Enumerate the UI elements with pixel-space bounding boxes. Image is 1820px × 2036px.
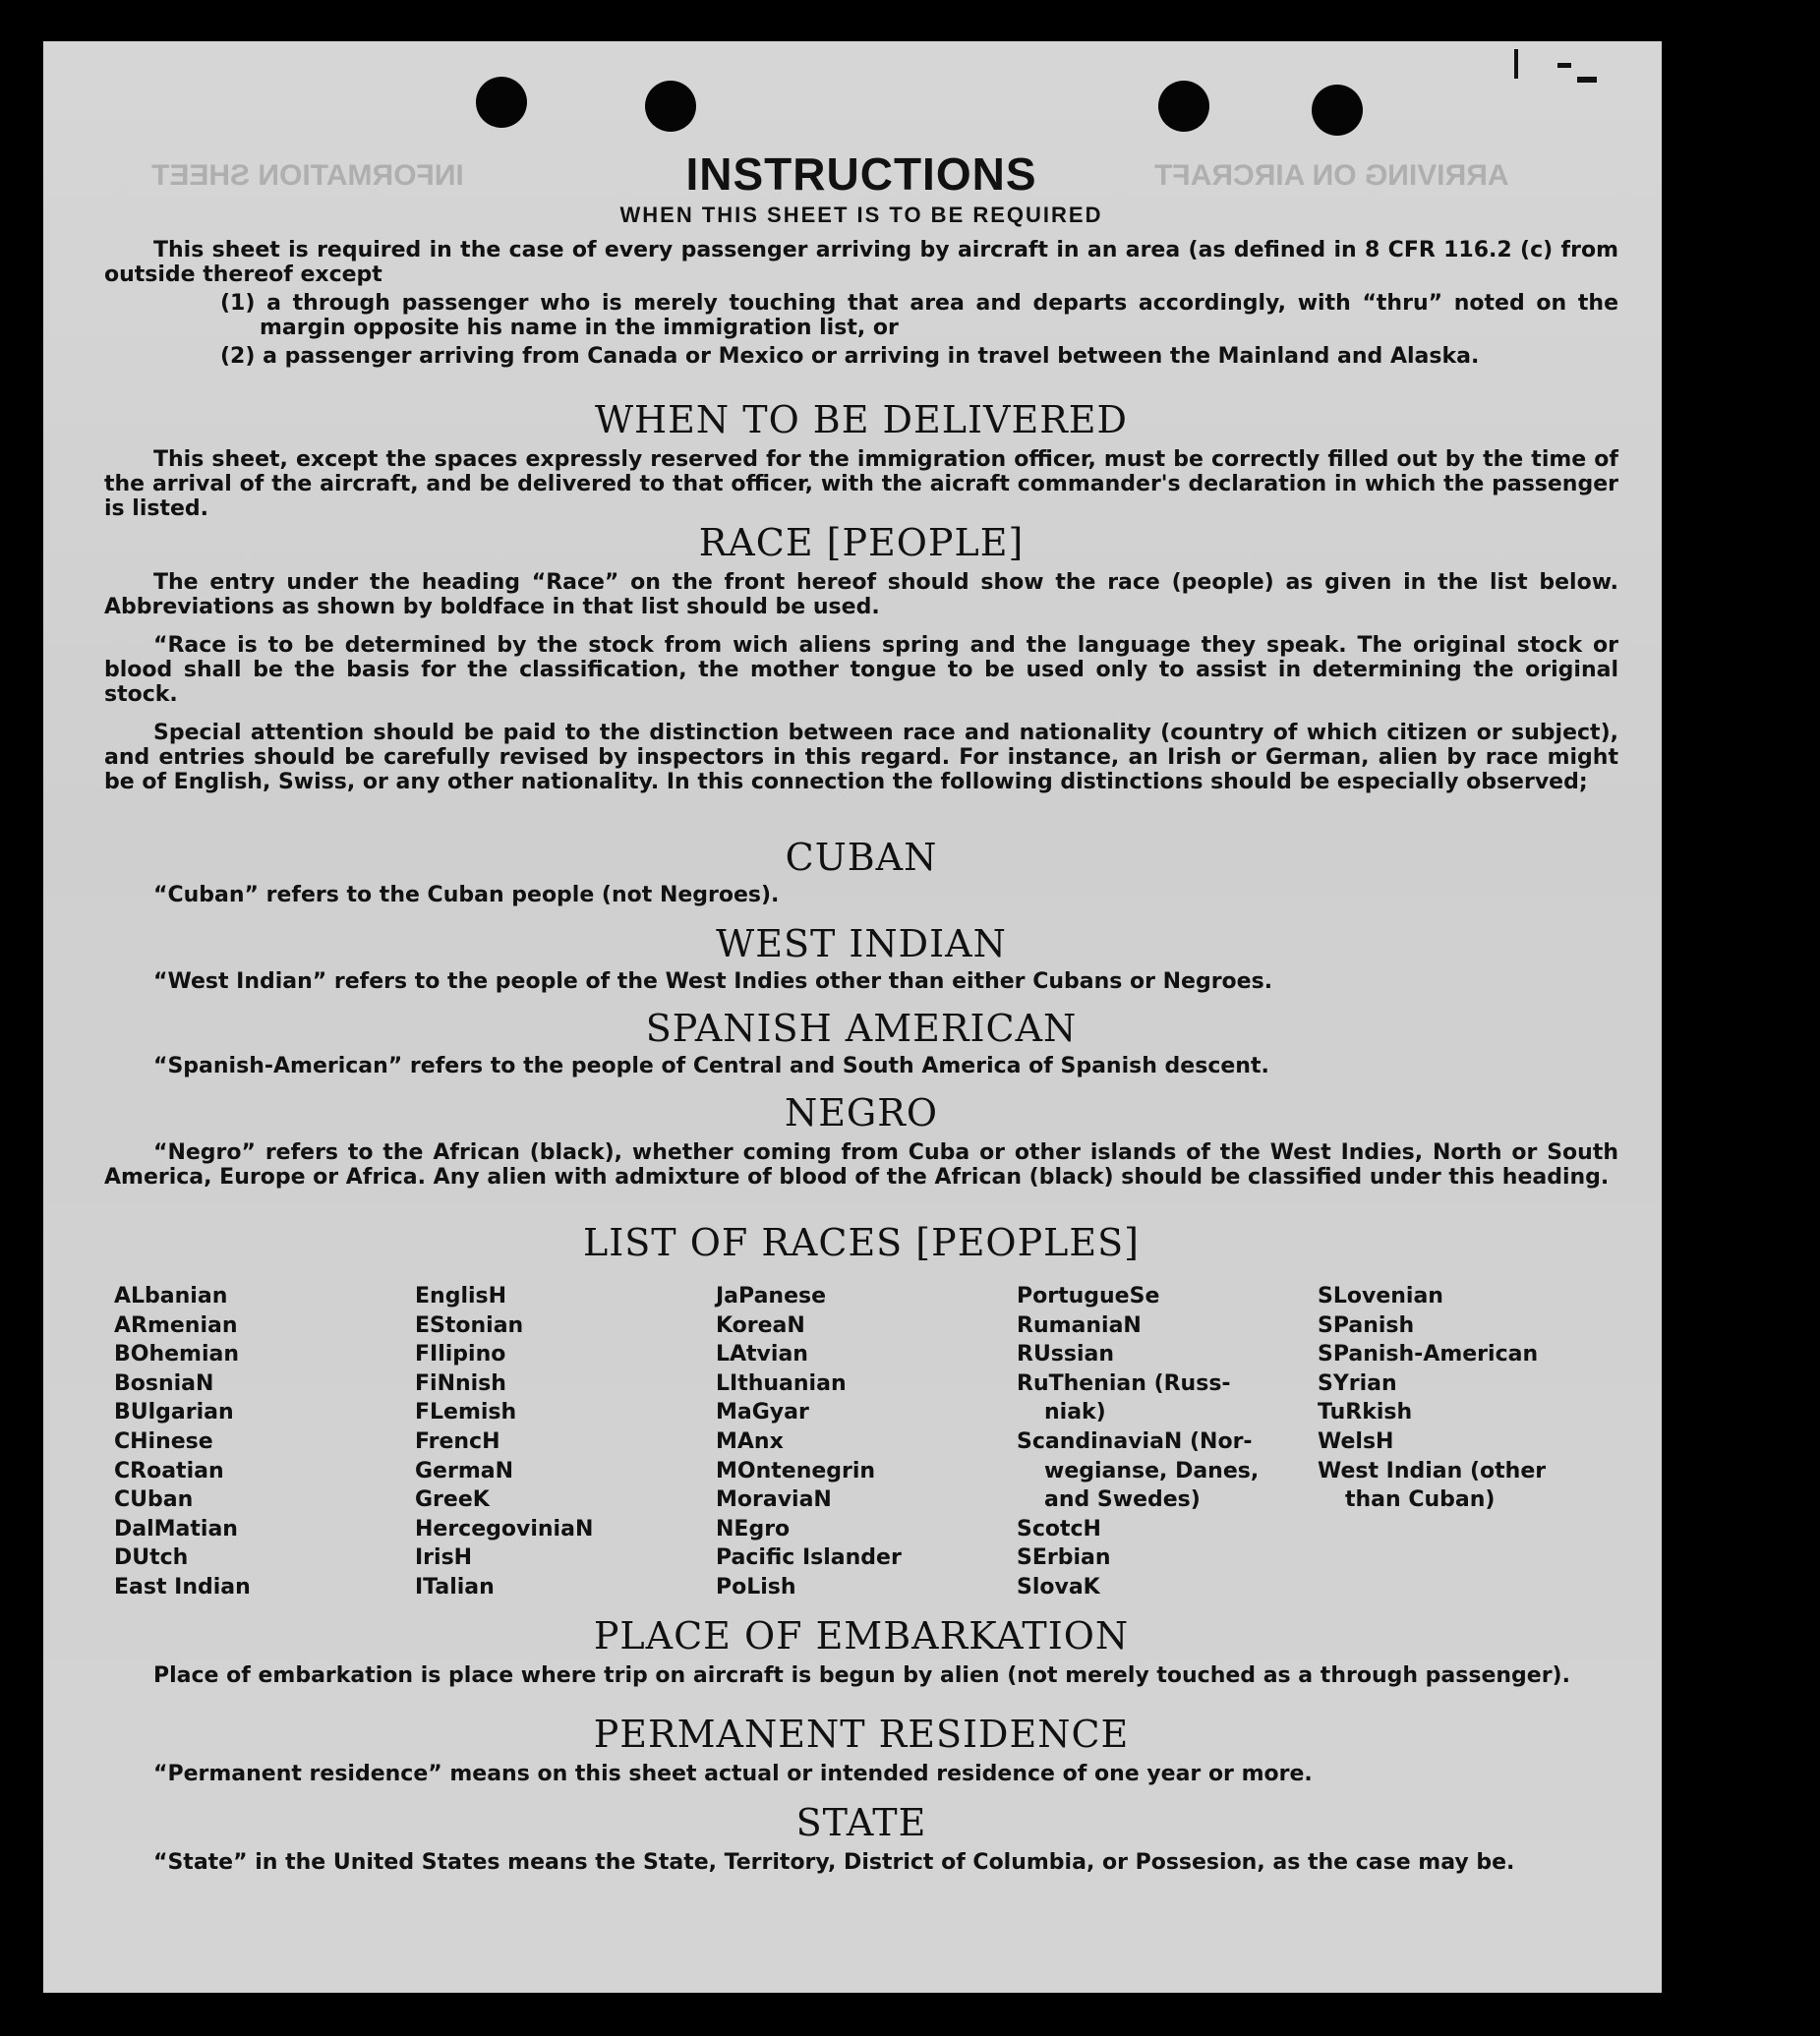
race-item: WelsH <box>1318 1428 1394 1454</box>
race-item: MoraviaN <box>716 1487 832 1513</box>
state-text: “State” in the United States means the State, Territory, District of Columbia, or Possesion, as the case may be. <box>153 1850 1515 1875</box>
race-item: CUban <box>114 1487 194 1513</box>
race-item: LIthuanian <box>716 1370 847 1396</box>
west-indian-heading: WEST INDIAN <box>716 922 1007 965</box>
race-item: West Indian (other <box>1318 1458 1547 1483</box>
race-item: RumaniaN <box>1017 1312 1142 1338</box>
delivery-text: This sheet, except the spaces expressly reserved for the immigration officer, must be correctly filled out by the time of the arrival of the aircraft, and be delivered to that officer, with the aicraft commander's declaration in which the passenger is listed. <box>104 447 1618 521</box>
race-item: DalMatian <box>114 1516 238 1542</box>
cuban-heading: CUBAN <box>785 836 938 879</box>
instructions-section <box>104 147 1618 369</box>
race-item: MOntenegrin <box>716 1458 876 1483</box>
embarkation-section <box>104 1614 1618 1688</box>
race-item: BOhemian <box>114 1342 240 1367</box>
race-item: ARmenian <box>114 1312 238 1338</box>
race-item: FIlipino <box>415 1342 506 1367</box>
cuban-section <box>104 836 1618 907</box>
race-item: SLovenian <box>1318 1284 1443 1309</box>
race-item: SPanish-American <box>1318 1342 1539 1367</box>
punch-hole <box>645 81 696 132</box>
cuban-text: “Cuban” refers to the Cuban people (not Negroes). <box>153 883 780 907</box>
race-item: ScandinaviaN (Nor- <box>1017 1428 1253 1454</box>
races-section <box>104 1221 1618 1264</box>
races-heading: LIST OF RACES [PEOPLES] <box>583 1221 1140 1264</box>
race-item: SlovaK <box>1017 1574 1100 1600</box>
race-section <box>104 521 1618 794</box>
bleed-through-heading: ARRIVING ON AIRCRAFT <box>1154 159 1509 192</box>
race-item: FiNnish <box>415 1370 506 1396</box>
negro-text: “Negro” refers to the African (black), whether coming from Cuba or other islands of the West Indies, North or South America, Europe or Africa. Any alien with admixture of blood of the African (black) should be classified under this heading. <box>104 1140 1618 1190</box>
instructions-title: INSTRUCTIONS <box>685 148 1037 200</box>
race-item: East Indian <box>114 1574 251 1600</box>
race-item-continued: than Cuban) <box>1345 1487 1496 1513</box>
race-item: BUlgarian <box>114 1400 234 1425</box>
race-item: MAnx <box>716 1428 784 1454</box>
race-item: RUssian <box>1017 1342 1115 1367</box>
race-item: ITalian <box>415 1574 495 1600</box>
races-column-4 <box>1017 1282 1318 1602</box>
race-item: HercegoviniaN <box>415 1516 594 1542</box>
race-paragraph-2: “Race is to be determined by the stock from wich aliens spring and the language they speak. The original stock or blood shall be the basis for the classification, the mother tongue to be used only to assist in determining the original stock. <box>104 633 1618 707</box>
ink-mark <box>1514 49 1518 79</box>
residence-text: “Permanent residence” means on this sheet actual or intended residence of one year or more. <box>153 1762 1313 1786</box>
races-list <box>114 1282 1628 1602</box>
spanish-american-text: “Spanish-American” refers to the people of Central and South America of Spanish descent. <box>153 1054 1269 1078</box>
exception-item-1: (1) a through passenger who is merely touching that area and departs accordingly, with “thru” noted on the margin opposite his name in the immigration list, or <box>220 291 1618 340</box>
exception-item-2: (2) a passenger arriving from Canada or Mexico or arriving in travel between the Mainland and Alaska. <box>220 344 1480 369</box>
race-item-continued: and Swedes) <box>1044 1487 1201 1513</box>
races-column-1 <box>114 1282 415 1602</box>
race-item: EStonian <box>415 1312 524 1338</box>
race-item: NEgro <box>716 1516 791 1542</box>
race-item: ScotcH <box>1017 1516 1101 1542</box>
delivery-section <box>104 398 1618 521</box>
ink-mark <box>1557 63 1571 68</box>
race-item: KoreaN <box>716 1312 805 1338</box>
punch-hole <box>1312 85 1363 136</box>
race-paragraph-1: The entry under the heading “Race” on the front hereof should show the race (people) as given in the list below. Abbreviations as shown by boldface in that list should be used. <box>104 570 1618 619</box>
race-item: Pacific Islander <box>716 1545 902 1571</box>
race-paragraph-3: Special attention should be paid to the distinction between race and nationality (country of which citizen or subject), and entries should be carefully revised by inspectors in this regard. For instance, an Irish or German, alien by race might be of English, Swiss, or any other nationality. In this connection the following distinctions should be especially observed; <box>104 721 1618 794</box>
races-column-5 <box>1318 1282 1618 1602</box>
delivery-heading: WHEN TO BE DELIVERED <box>594 398 1129 441</box>
race-item: DUtch <box>114 1545 189 1571</box>
race-item: PoLish <box>716 1574 796 1600</box>
instructions-subtitle: WHEN THIS SHEET IS TO BE REQUIRED <box>619 203 1103 227</box>
negro-heading: NEGRO <box>784 1091 939 1134</box>
document-page <box>43 41 1662 1993</box>
race-item: GermaN <box>415 1458 514 1483</box>
west-indian-text: “West Indian” refers to the people of the West Indies other than either Cubans or Negroes. <box>153 969 1273 994</box>
ink-mark <box>1577 77 1597 83</box>
race-item: FrencH <box>415 1428 500 1454</box>
bleed-through-heading: INFORMATION SHEET <box>151 159 464 192</box>
west-indian-section <box>104 922 1618 994</box>
race-item: BosniaN <box>114 1370 214 1396</box>
instructions-intro: This sheet is required in the case of every passenger arriving by aircraft in an area (as defined in 8 CFR 116.2 (c) from outside thereof except <box>104 238 1618 287</box>
race-item-continued: niak) <box>1044 1400 1106 1425</box>
race-item: CHinese <box>114 1428 213 1454</box>
race-item: MaGyar <box>716 1400 809 1425</box>
residence-heading: PERMANENT RESIDENCE <box>593 1713 1130 1756</box>
race-item: ALbanian <box>114 1284 228 1309</box>
state-heading: STATE <box>795 1801 927 1844</box>
race-item: FLemish <box>415 1400 517 1425</box>
races-column-3 <box>716 1282 1017 1602</box>
spanish-american-section <box>104 1007 1618 1078</box>
race-item: SPanish <box>1318 1312 1415 1338</box>
race-item: IrisH <box>415 1545 473 1571</box>
residence-section <box>104 1713 1618 1786</box>
race-item: EnglisH <box>415 1284 507 1309</box>
race-item: SErbian <box>1017 1545 1111 1571</box>
race-item: JaPanese <box>716 1284 827 1309</box>
race-item: PortugueSe <box>1017 1284 1160 1309</box>
race-item: SYrian <box>1318 1370 1397 1396</box>
race-heading: RACE [PEOPLE] <box>698 521 1025 564</box>
state-section <box>104 1801 1618 1875</box>
embarkation-heading: PLACE OF EMBARKATION <box>593 1614 1130 1658</box>
spanish-american-heading: SPANISH AMERICAN <box>645 1007 1078 1050</box>
race-item: TuRkish <box>1318 1400 1413 1425</box>
embarkation-text: Place of embarkation is place where trip on aircraft is begun by alien (not merely touched as a through passenger). <box>153 1663 1570 1688</box>
race-item: LAtvian <box>716 1342 808 1367</box>
race-item: CRoatian <box>114 1458 224 1483</box>
punch-hole <box>1158 81 1209 132</box>
race-item: GreeK <box>415 1487 490 1513</box>
race-item-continued: wegianse, Danes, <box>1044 1458 1260 1483</box>
punch-hole <box>476 77 527 128</box>
races-column-2 <box>415 1282 716 1602</box>
negro-section <box>104 1091 1618 1190</box>
race-item: RuThenian (Russ- <box>1017 1370 1231 1396</box>
